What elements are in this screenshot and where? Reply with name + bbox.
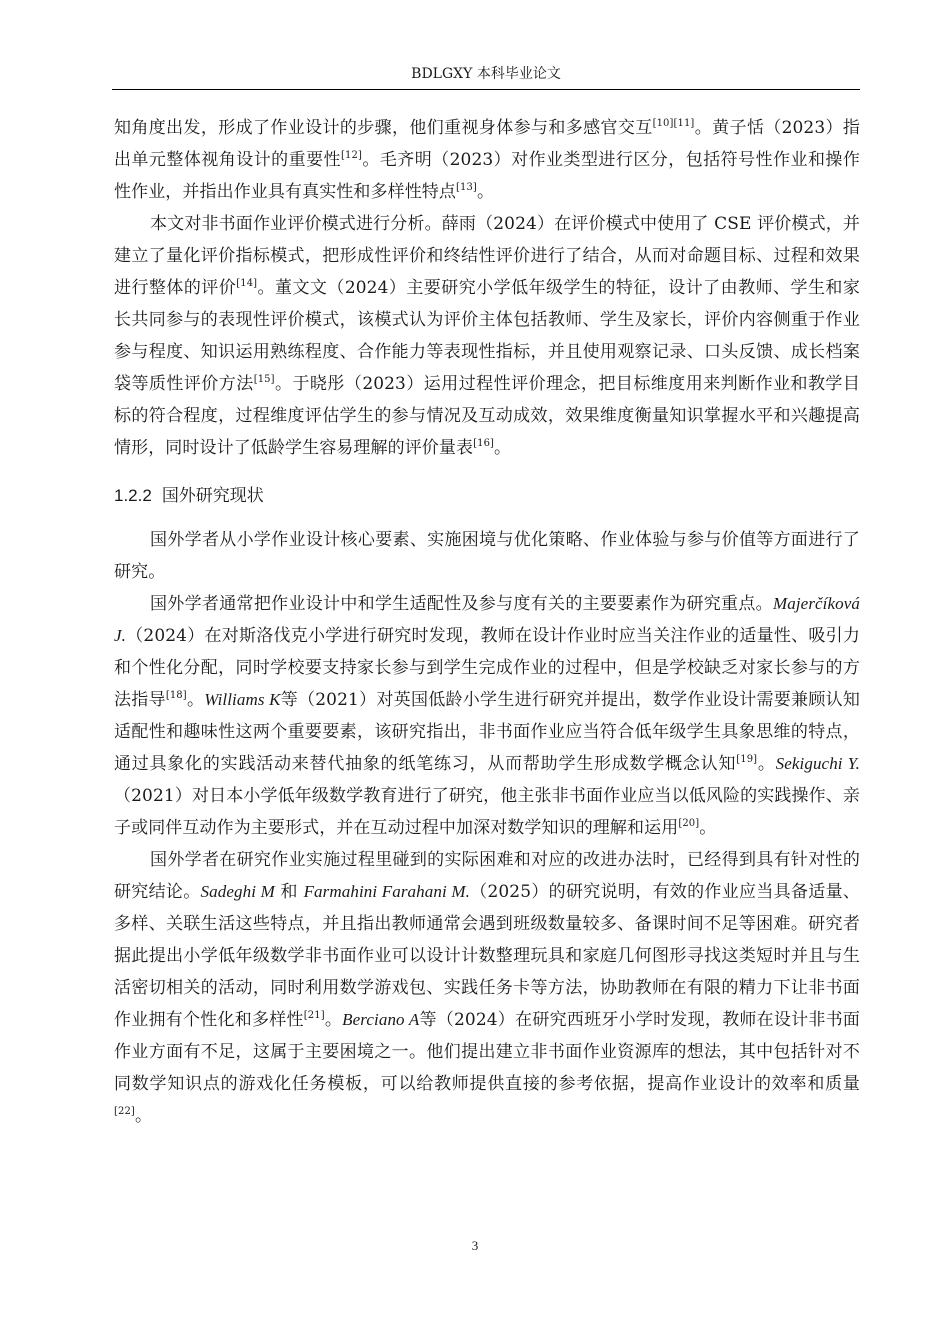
- page-number: 3: [471, 1238, 479, 1253]
- text-run: 。: [494, 438, 512, 458]
- paragraph-3: 国外学者从小学作业设计核心要素、实施困境与优化策略、作业体验与参与价值等方面进行了研究。: [114, 530, 860, 582]
- text-run: 。: [134, 1106, 153, 1126]
- text-run: 。: [699, 818, 717, 838]
- author-name: Berciano A: [342, 1010, 420, 1029]
- citation: [10][11]: [652, 118, 695, 129]
- citation: [20]: [678, 818, 700, 829]
- text-run: 。董文文（2024）主要研究小学低年级学生的特征，设计了由教师、学生和家长共同参与的表现性评价模式，该模式认为评价主体包括教师、学生及家长，评价内容侧重于作业参与程度、知识运用熟练程度、合作能力等表现性指标，并且使用观察记录、口头反馈、成长档案袋等质性评价方法: [114, 278, 860, 394]
- text-run: 本文对非书面作业评价模式进行分析。薛雨（2024）在评价模式中使用了 CSE 评价模式，并建立了量化评价指标模式，把形成性评价和终结性评价进行了结合，从而对命题目标、过程和效果进行整体的评价: [114, 214, 860, 298]
- text-run: 。于晓彤（2023）运用过程性评价理念，把目标维度用来判断作业和教学目标的符合程度，过程维度评估学生的参与情况及互动成效，效果维度衡量知识掌握水平和兴趣提高情形，同时设计了低龄学生容易理解的评价量表: [114, 374, 860, 458]
- citation: [22]: [114, 1106, 135, 1117]
- citation: [14]: [236, 278, 258, 289]
- paragraph-1: [114, 112, 860, 208]
- citation: [21]: [303, 1010, 325, 1021]
- citation: [19]: [736, 754, 758, 765]
- author-name: Sekiguchi Y.: [775, 754, 860, 773]
- author-name: Sadeghi M: [200, 882, 275, 901]
- section-title: 国外研究现状: [161, 486, 264, 506]
- citation: [13]: [456, 182, 477, 193]
- author-name: Farmahini Farahani M.: [303, 882, 470, 901]
- author-name: Williams K: [204, 690, 281, 709]
- text-run: 等（2024）在研究西班牙小学时发现，教师在设计非书面作业方面有不足，这属于主要困境之一。他们提出建立非书面作业资源库的想法，其中包括针对不同数学知识点的游戏化任务模板，可以给教师提供直接的参考依据，提高作业设计的效率和质量: [114, 1010, 860, 1094]
- text-run: 。黄子恬（2023）指出单元整体视角设计的重要性: [114, 118, 860, 170]
- text-run: 知角度出发，形成了作业设计的步骤，他们重视身体参与和多感官交互: [114, 118, 653, 138]
- paragraph-4: [114, 588, 860, 844]
- text-run: 国外学者通常把作业设计中和学生适配性及参与度有关的主要要素作为研究重点。: [150, 594, 773, 614]
- author-name: Majerčíková J.: [114, 594, 860, 645]
- text-run: 等（2021）对英国低龄小学生进行研究并提出，数学作业设计需要兼顾认知适配性和趣味性这两个重要要素，该研究指出，非书面作业应当符合低年级学生具象思维的特点，通过具象化的实践活动来替代抽象的纸笔练习，从而帮助学生形成数学概念认知: [114, 690, 860, 774]
- running-header: BDLGXY 本科毕业论文: [411, 66, 561, 82]
- text-run: 和: [274, 882, 304, 902]
- citation: [15]: [253, 374, 275, 385]
- citation: [12]: [341, 150, 362, 161]
- text-run: 。毛齐明（2023）对作业类型进行区分，包括符号性作业和操作性作业，并指出作业具有真实性和多样性特点: [114, 150, 860, 202]
- text-run: （2024）在对斯洛伐克小学进行研究时发现，教师在设计作业时应当关注作业的适量性、吸引力和个性化分配，同时学校要支持家长参与到学生完成作业的过程中，但是学校缺乏对家长参与的方法指导: [114, 626, 860, 710]
- text-run: 。: [476, 182, 495, 202]
- text-run: 。: [186, 690, 205, 710]
- section-number: 1.2.2: [114, 486, 152, 505]
- paragraph-5: [114, 844, 860, 1132]
- section-heading: [114, 478, 860, 514]
- header-rule: [112, 89, 860, 90]
- citation: [16]: [473, 438, 495, 449]
- paragraph-2: [114, 208, 860, 464]
- text-run: （2025）的研究说明，有效的作业应当具备适量、多样、关联生活这些特点，并且指出教师通常会遇到班级数量较多、备课时间不足等困难。研究者据此提出小学低年级数学非书面作业可以设计计数整理玩具和家庭几何图形寻找这类短时并且与生活密切相关的活动，同时利用数学游戏包、实践任务卡等方法，协助教师在有限的精力下让非书面作业拥有个性化和多样性: [114, 882, 860, 1030]
- text-run: 。: [324, 1010, 343, 1030]
- body-text: [114, 112, 860, 1132]
- text-run: （2021）对日本小学低年级数学教育进行了研究，他主张非书面作业应当以低风险的实践操作、亲子或同伴互动作为主要形式，并在互动过程中加深对数学知识的理解和运用: [114, 786, 860, 838]
- citation: [18]: [165, 690, 187, 701]
- text-run: 国外学者在研究作业实施过程里碰到的实际困难和对应的改进办法时，已经得到具有针对性的研究结论。: [114, 850, 860, 902]
- text-run: 。: [757, 754, 776, 774]
